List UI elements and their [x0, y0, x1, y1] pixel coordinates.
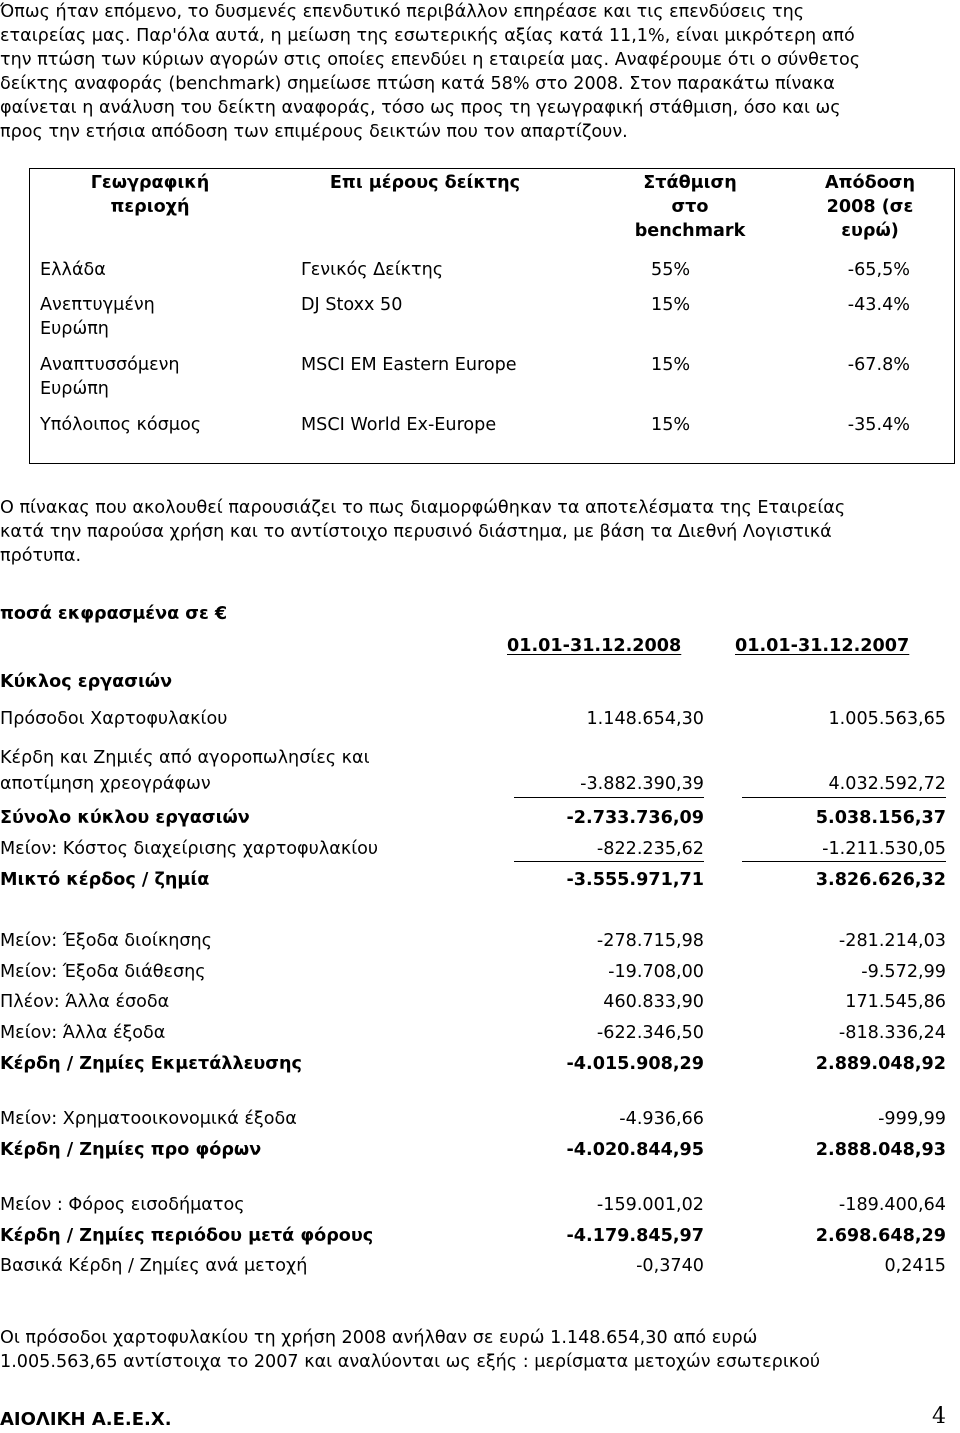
table-row-region: Ελλάδα — [40, 260, 106, 280]
table-row-index: MSCI EM Eastern Europe — [301, 355, 517, 375]
footer-company-name: ΑΙΟΛΙΚΗ Α.Ε.Ε.Χ. — [0, 1409, 172, 1430]
table-row-region: Αναπτυσσόμενη Ευρώπη — [40, 355, 180, 399]
underline — [514, 861, 704, 862]
text-line: 1.005.563,65 αντίστοιχα το 2007 και αναλύονται ως εξής : μερίσματα μετοχών εσωτερικού — [0, 1352, 821, 1372]
text-line: φαίνεται η ανάλυση του δείκτη αναφοράς, τόσο ως προς τη γεωγραφική στάθμιση, όσο και ως — [0, 98, 841, 118]
table-row-index: DJ Stoxx 50 — [301, 295, 403, 315]
underline — [742, 797, 946, 798]
text-line: Οι πρόσοδοι χαρτοφυλακίου τη χρήση 2008 ανήλθαν σε ευρώ 1.148.654,30 από ευρώ — [0, 1328, 758, 1348]
table-row-return: -67.8% — [847, 355, 910, 375]
table-row-weight: 15% — [651, 295, 691, 315]
text-line: Όπως ήταν επόμενο, το δυσμενές επενδυτικό περιβάλλον επηρέασε και τις επενδύσεις της — [0, 2, 805, 22]
header-index: Επι μέρους δείκτης — [329, 173, 521, 193]
text-line: Ο πίνακας που ακολουθεί παρουσιάζει το πως διαμορφώθηκαν τα αποτελέσματα της Εταιρείας — [0, 498, 846, 518]
page-number: 4 — [932, 1404, 946, 1429]
header-region: Γεωγραφική περιοχή — [90, 173, 210, 217]
text-line: δείκτης αναφοράς (benchmark) σημείωσε πτώση κατά 58% στο 2008. Στον παρακάτω πίνακα — [0, 74, 835, 94]
text-line: εταιρείας μας. Παρ'όλα αυτά, η μείωση της εσωτερικής αξίας κατά 11,1%, είναι μικρότερη από — [0, 26, 855, 46]
statement-intro-paragraph — [0, 496, 946, 568]
closing-paragraph — [0, 1326, 946, 1374]
table-row-index: Γενικός Δείκτης — [301, 260, 444, 280]
table-row-return: -65,5% — [847, 260, 910, 280]
column-2007: 01.01-31.12.2007 — [735, 636, 910, 656]
table-row-weight: 15% — [651, 355, 691, 375]
table-row-return: -43.4% — [847, 295, 910, 315]
benchmark-table — [29, 168, 955, 464]
header-weight: Στάθμιση στο benchmark — [634, 173, 746, 241]
table-row-weight: 55% — [651, 260, 691, 280]
table-row-region: Ανεπτυγμένη Ευρώπη — [40, 295, 155, 339]
column-2008: 01.01-31.12.2008 — [507, 636, 682, 656]
text-line: κατά την παρούσα χρήση και το αντίστοιχο περυσινό διάστημα, με βάση τα Διεθνή Λογιστικά — [0, 522, 832, 542]
amounts-label: ποσά εκφρασμένα σε € — [0, 604, 228, 624]
table-row-region: Υπόλοιπος κόσμος — [40, 415, 202, 435]
header-return: Απόδοση 2008 (σε ευρώ) — [824, 173, 916, 241]
intro-paragraph — [0, 0, 946, 144]
underline — [742, 861, 946, 862]
table-row-return: -35.4% — [847, 415, 910, 435]
underline — [514, 797, 704, 798]
table-row-index: MSCI World Ex-Europe — [301, 415, 497, 435]
section-title: Κύκλος εργασιών — [0, 672, 173, 692]
text-line: την πτώση των κύριων αγορών στις οποίες επενδύει η εταιρεία μας. Αναφέρουμε ότι ο σύνθετος — [0, 50, 861, 70]
text-line: πρότυπα. — [0, 546, 82, 566]
table-row-weight: 15% — [651, 415, 691, 435]
text-line: προς την ετήσια απόδοση των επιμέρους δεικτών που τον απαρτίζουν. — [0, 122, 628, 142]
